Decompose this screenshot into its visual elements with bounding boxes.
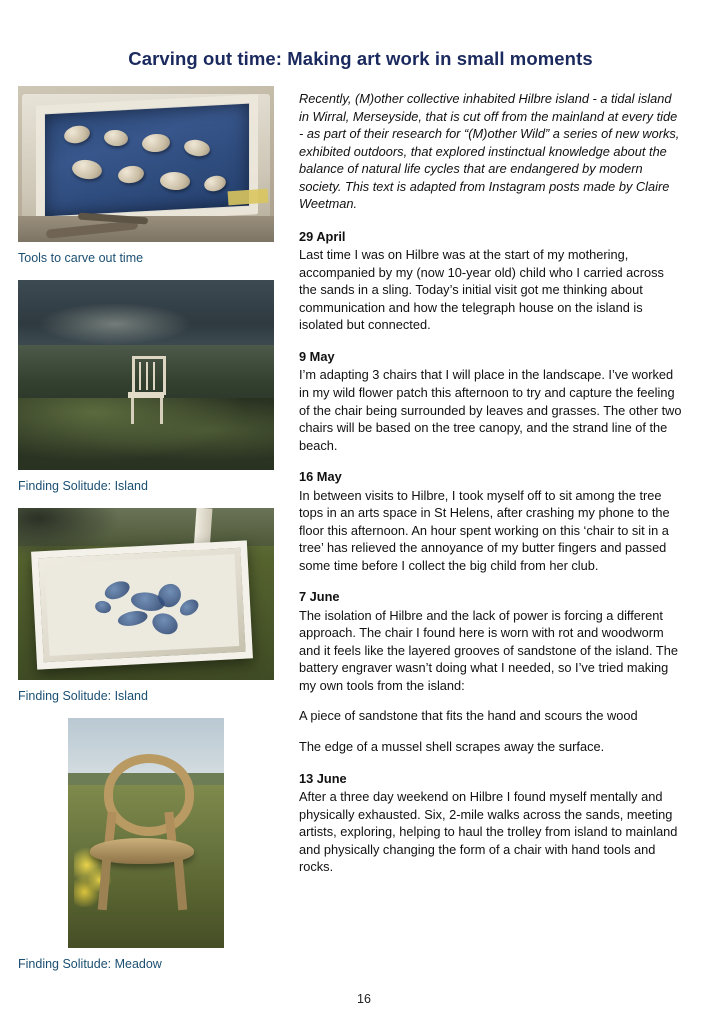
entry-paragraph: After a three day weekend on Hilbre I found myself mentally and physically exhausted. Six, 2-mile walks across the sands, meeting artists, exploring, helping to haul the trolley from island to mainland and physically changing the form of a chair with hand tools and rocks. [299, 789, 678, 875]
entry-paragraph: A piece of sandstone that fits the hand and scours the wood [299, 708, 638, 724]
entry-paragraph: Last time I was on Hilbre was at the start of my mothering, accompanied by my (now 10-year old) child who I carried across the sands in a sling. Today’s initial visit got me thinking about communication and how the telegraph house on the island is isolated but connected. [299, 247, 664, 333]
figure-column [18, 86, 276, 986]
photo-tools-drawer [18, 86, 274, 242]
figure-caption: Tools to carve out time [18, 251, 144, 265]
entry-paragraph: In between visits to Hilbre, I took myself off to sit among the tree tops in an arts space in St Helens, after crashing my phone to the floor this afternoon. An hour spent working on this ‘chair to sit in a tree’ has relieved the annoyance of my butter fingers and passed some time before I collect the big child from her club. [299, 487, 670, 573]
figure-tools-drawer [18, 86, 276, 266]
entry-paragraph: The edge of a mussel shell scrapes away the surface. [299, 739, 605, 754]
photo-chair-on-island [18, 280, 274, 470]
article-body [299, 90, 683, 890]
page-title: Carving out time: Making art work in small moments [128, 48, 593, 70]
figure-cyanotype-frame [18, 508, 276, 704]
figure-caption: Finding Solitude: Island [18, 689, 148, 703]
article-intro: Recently, (M)other collective inhabited Hilbre island - a tidal island in Wirral, Merseyside, that is cut off from the mainland at every tide - as part of their research for “(M)other Wild” a series of new works, exhibited outdoors, that explored instinctual knowledge about the balance of natural life cycles that are endangered by modern society. This text is adapted from Instagram posts made by Claire Weetman. [299, 91, 680, 212]
diary-entry [299, 468, 683, 574]
diary-entry [299, 770, 683, 876]
entry-date: 29 April [299, 228, 346, 244]
entry-date: 9 May [299, 348, 335, 364]
entry-date: 13 June [299, 770, 347, 786]
figure-caption: Finding Solitude: Island [18, 479, 148, 493]
photo-cyanotype-frame [18, 508, 274, 680]
entry-paragraph: I’m adapting 3 chairs that I will place in the landscape. I’ve worked in my wild flower patch this afternoon to try and capture the feeling of the chair being surrounded by leaves and grasses. The other two chairs will be based on the tree canopy, and the strand line of the beach. [299, 367, 682, 453]
photo-chair-in-meadow [68, 718, 224, 948]
page-number: 16 [357, 992, 371, 1006]
entry-paragraph: The isolation of Hilbre and the lack of power is forcing a different approach. The chair I found here is worn with rot and woodworm and it feels like the layered grooves of sandstone of the island. The battery engraver wasn’t doing what I needed, so I’ve tried making my own tools from the island: [299, 607, 678, 693]
entry-date: 16 May [299, 469, 342, 485]
diary-entry [299, 228, 683, 334]
entry-date: 7 June [299, 589, 340, 605]
figure-chair-on-island [18, 280, 276, 494]
diary-entry [299, 588, 683, 755]
diary-entry [299, 348, 683, 454]
figure-chair-in-meadow [18, 718, 276, 972]
figure-caption: Finding Solitude: Meadow [18, 957, 162, 971]
